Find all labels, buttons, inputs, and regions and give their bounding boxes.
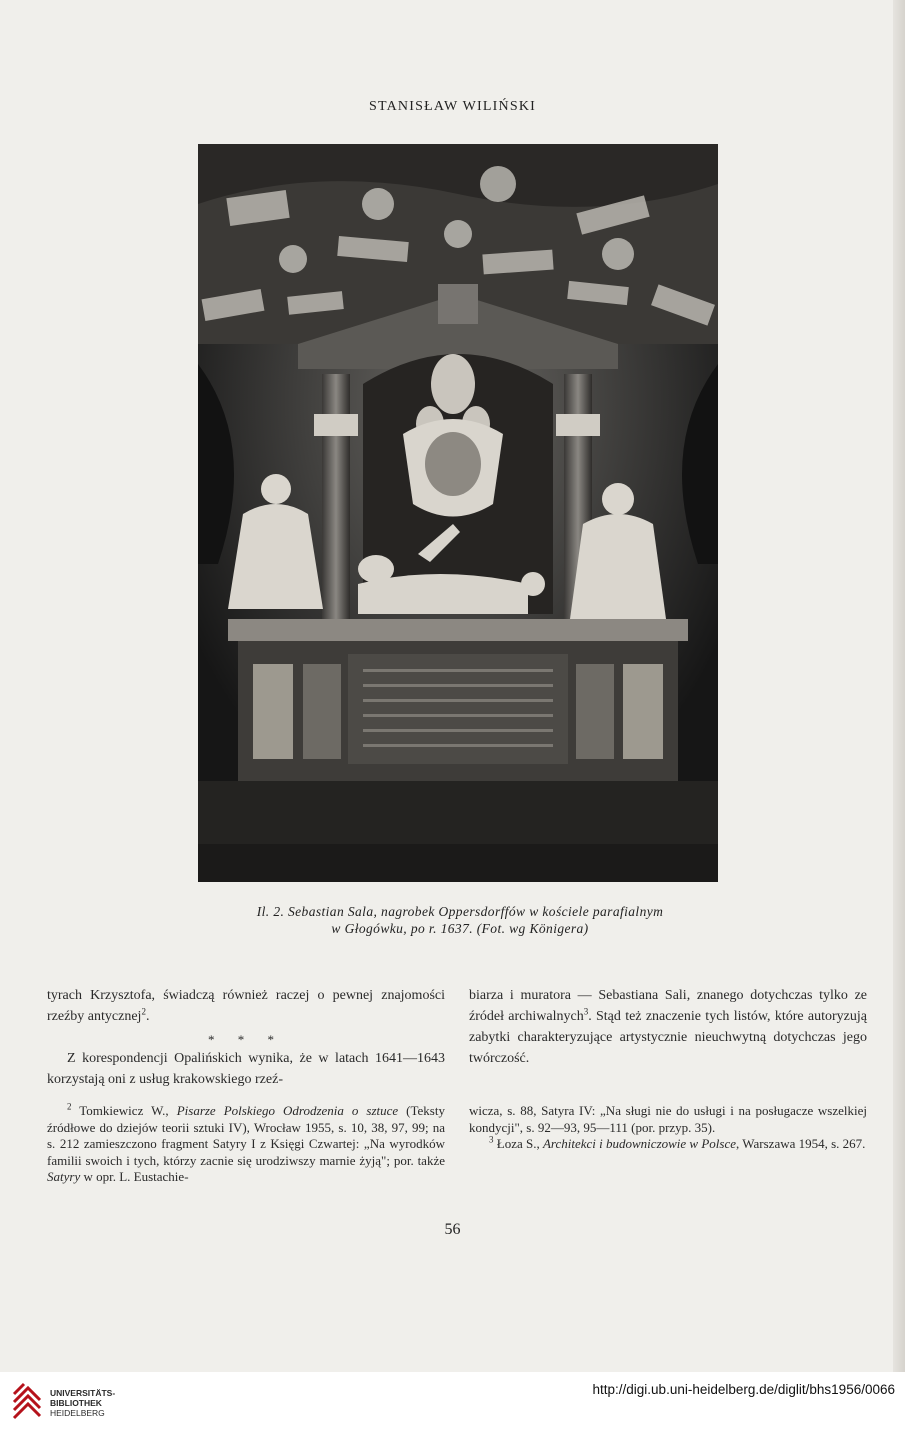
body-paragraph: Z korespondencji Opalińskich wynika, że w latach 1641—1643 korzystają oni z usług krakowskiego rzeź- bbox=[47, 1051, 445, 1087]
body-paragraph bbox=[469, 985, 867, 1069]
footnotes-left bbox=[47, 1103, 445, 1186]
body-column-left bbox=[47, 985, 445, 1090]
body-column-right bbox=[469, 985, 867, 1069]
footnote-ref: 3 bbox=[583, 1006, 589, 1017]
footnote-3: $^3$ Łoza S., Architekci i budowniczowie w Polsce, Warszawa 1954, s. 267. bbox=[489, 1134, 866, 1151]
library-name: UNIVERSITÄTS- BIBLIOTHEK HEIDELBERG bbox=[50, 1388, 116, 1418]
ub-heidelberg-logo-icon[interactable] bbox=[10, 1380, 44, 1425]
tomb-photo-illustration bbox=[198, 144, 718, 882]
body-text: . Stąd też znaczenie tych listów, które autoryzują zabytki charakteryzujące artystycznie nieuchwytną dotychczas jego twórczość. bbox=[469, 1009, 867, 1066]
body-text: . bbox=[145, 1009, 150, 1024]
permalink-url[interactable]: http://digi.ub.uni-heidelberg.de/diglit/bhs1956/0066 bbox=[592, 1382, 895, 1397]
cited-title: Architekci i budowniczowie w Polsce bbox=[542, 1136, 737, 1151]
digitization-footer bbox=[0, 1372, 905, 1436]
footnote-number: 2 bbox=[67, 1101, 72, 1112]
figure-caption bbox=[150, 903, 770, 937]
caption-line-1: Il. 2. Sebastian Sala, nagrobek Oppersdorffów w kościele parafialnym bbox=[256, 904, 664, 919]
body-text: biarza i muratora — Sebastiana Sali, znanego dotychczas tylko ze źródeł archiwalnych bbox=[469, 988, 867, 1024]
page-number: 56 bbox=[444, 1221, 461, 1238]
page-edge bbox=[893, 0, 905, 1372]
footnote-2: $^2$ Tomkiewicz W., Pisarze Polskiego Odrodzenia o sztuce (Teksty źródłowe do dziejów teorii sztuki IV), Wrocław 1955, s. 10, 38, 97, 99; na s. 212 zamieszczono fragment Satyry I z Księgi Czwartej: „Na wyrodków familii swoich i tych, którzy zacnie się urodziwszy marnie żyją"; por. także Satyry w opr. L. Eustachie- bbox=[47, 1101, 445, 1184]
footnote-number: 3 bbox=[489, 1134, 494, 1145]
cited-title: Pisarze Polskiego Odrodzenia o sztuce bbox=[176, 1103, 399, 1118]
body-paragraph bbox=[47, 985, 445, 1027]
footnote-continuation: wicza, s. 88, Satyra IV: „Na sługi nie do usługi i na posługacze wszelkiej kondycji", s. 92—93, 95—111 (por. przyp. 35). bbox=[469, 1103, 867, 1135]
footnote-ref: 2 bbox=[141, 1006, 146, 1017]
cited-title: Satyry bbox=[47, 1169, 81, 1184]
footnotes-right bbox=[469, 1103, 867, 1153]
figure-photo bbox=[198, 144, 718, 882]
running-head: STANISŁAW WILIŃSKI bbox=[369, 99, 536, 114]
body-text: tyrach Krzysztofa, świadczą również raczej o pewnej znajomości rzeźby antycznej bbox=[47, 988, 445, 1024]
caption-line-2: w Głogówku, po r. 1637. (Fot. wg Königera) bbox=[331, 921, 589, 936]
section-asterisks: * * * bbox=[208, 1032, 284, 1047]
